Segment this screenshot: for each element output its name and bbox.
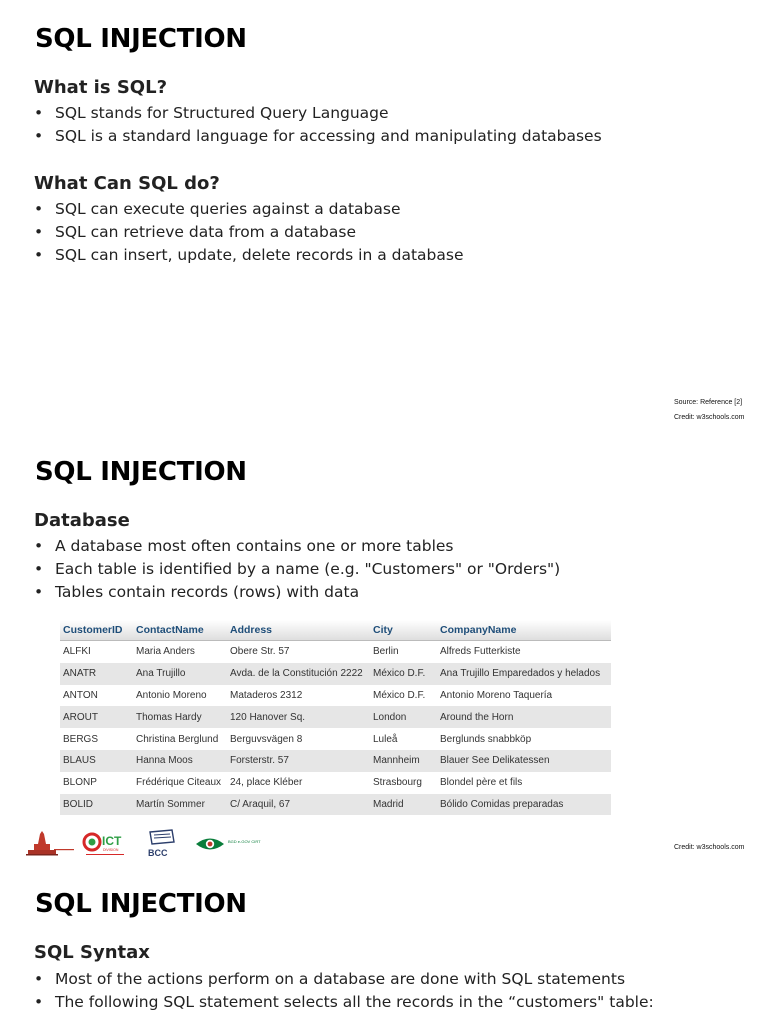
table-cell: México D.F. bbox=[370, 685, 437, 707]
table-row bbox=[60, 706, 611, 728]
column-header: City bbox=[370, 620, 437, 641]
table-cell: Christina Berglund bbox=[133, 728, 227, 750]
table-cell: ANATR bbox=[60, 663, 133, 685]
bullet-list-what-can-sql-do bbox=[34, 198, 464, 267]
section-heading-what-can-sql-do: What Can SQL do? bbox=[34, 173, 220, 194]
slide-database bbox=[0, 432, 768, 864]
bullet-item: • Most of the actions perform on a database are done with SQL statements bbox=[34, 968, 654, 991]
table-cell: Blauer See Delikatessen bbox=[437, 750, 611, 772]
table-row bbox=[60, 772, 611, 794]
credit-note: Credit: w3schools.com bbox=[674, 414, 745, 421]
customers-table-container bbox=[60, 620, 611, 815]
table-cell: Berlin bbox=[370, 641, 437, 663]
table-row bbox=[60, 794, 611, 816]
table-row bbox=[60, 663, 611, 685]
table-cell: Forsterstr. 57 bbox=[227, 750, 370, 772]
bullet-item: • The following SQL statement selects all the records in the “customers" table: bbox=[34, 991, 654, 1014]
bullet-item: • SQL can retrieve data from a database bbox=[34, 221, 464, 244]
table-cell: Hanna Moos bbox=[133, 750, 227, 772]
table-cell: London bbox=[370, 706, 437, 728]
slide-sql-syntax bbox=[0, 864, 768, 1024]
table-cell: BOLID bbox=[60, 794, 133, 816]
table-row bbox=[60, 728, 611, 750]
table-cell: México D.F. bbox=[370, 663, 437, 685]
table-cell: Berglunds snabbköp bbox=[437, 728, 611, 750]
table-cell: Madrid bbox=[370, 794, 437, 816]
cirt-eye-logo bbox=[194, 834, 284, 854]
bullet-list-database bbox=[34, 535, 560, 604]
table-cell: Frédérique Citeaux bbox=[133, 772, 227, 794]
table-cell: Bólido Comidas preparadas bbox=[437, 794, 611, 816]
bullet-item: • SQL can execute queries against a database bbox=[34, 198, 464, 221]
customers-table bbox=[60, 620, 611, 815]
column-header: Address bbox=[227, 620, 370, 641]
bullet-item: • SQL is a standard language for accessing and manipulating databases bbox=[34, 125, 602, 148]
bullet-list-sql-syntax bbox=[34, 968, 654, 1014]
table-cell: 24, place Kléber bbox=[227, 772, 370, 794]
bcc-logo-text: BCC bbox=[148, 848, 168, 858]
table-row bbox=[60, 641, 611, 663]
table-cell: Ana Trujillo Emparedados y helados bbox=[437, 663, 611, 685]
slide-title: SQL INJECTION bbox=[35, 457, 247, 487]
table-cell: AROUT bbox=[60, 706, 133, 728]
table-cell: Luleå bbox=[370, 728, 437, 750]
column-header: CompanyName bbox=[437, 620, 611, 641]
table-cell: BLONP bbox=[60, 772, 133, 794]
bullet-item: • SQL stands for Structured Query Language bbox=[34, 102, 602, 125]
table-cell: 120 Hanover Sq. bbox=[227, 706, 370, 728]
bullet-list-what-is-sql bbox=[34, 102, 602, 148]
table-cell: Berguvsvägen 8 bbox=[227, 728, 370, 750]
credit-note: Credit: w3schools.com bbox=[674, 844, 745, 851]
slide-what-is-sql bbox=[0, 0, 768, 432]
bullet-item: • Each table is identified by a name (e.g. "Customers" or "Orders") bbox=[34, 558, 560, 581]
cirt-logo-text: BGD e-GOV CIRT bbox=[228, 839, 261, 844]
table-cell: BERGS bbox=[60, 728, 133, 750]
source-note: Source: Reference [2] bbox=[674, 399, 743, 406]
table-cell: Around the Horn bbox=[437, 706, 611, 728]
ict-logo-text: ICT bbox=[102, 834, 122, 848]
table-cell: Mannheim bbox=[370, 750, 437, 772]
bullet-item: • A database most often contains one or more tables bbox=[34, 535, 560, 558]
logo-strip bbox=[24, 828, 284, 860]
table-header-row bbox=[60, 620, 611, 641]
table-cell: ANTON bbox=[60, 685, 133, 707]
table-cell: BLAUS bbox=[60, 750, 133, 772]
table-cell: Avda. de la Constitución 2222 bbox=[227, 663, 370, 685]
table-cell: Martín Sommer bbox=[133, 794, 227, 816]
table-cell: Ana Trujillo bbox=[133, 663, 227, 685]
column-header: ContactName bbox=[133, 620, 227, 641]
bcc-logo bbox=[144, 828, 180, 858]
table-cell: Obere Str. 57 bbox=[227, 641, 370, 663]
ict-division-logo bbox=[82, 828, 128, 858]
table-cell: Maria Anders bbox=[133, 641, 227, 663]
table-row bbox=[60, 750, 611, 772]
table-cell: Antonio Moreno bbox=[133, 685, 227, 707]
slide-title: SQL INJECTION bbox=[35, 889, 247, 919]
section-heading-sql-syntax: SQL Syntax bbox=[34, 942, 150, 963]
table-row bbox=[60, 685, 611, 707]
section-heading-what-is-sql: What is SQL? bbox=[34, 77, 168, 98]
ict-logo-subtext: DIVISION bbox=[103, 848, 119, 852]
slide-title: SQL INJECTION bbox=[35, 24, 247, 54]
table-cell: Thomas Hardy bbox=[133, 706, 227, 728]
table-cell: Blondel père et fils bbox=[437, 772, 611, 794]
govt-building-logo bbox=[24, 830, 76, 858]
table-cell: Mataderos 2312 bbox=[227, 685, 370, 707]
bullet-item: • Tables contain records (rows) with data bbox=[34, 581, 560, 604]
section-heading-database: Database bbox=[34, 510, 130, 531]
column-header: CustomerID bbox=[60, 620, 133, 641]
table-cell: C/ Araquil, 67 bbox=[227, 794, 370, 816]
table-cell: ALFKI bbox=[60, 641, 133, 663]
table-cell: Antonio Moreno Taquería bbox=[437, 685, 611, 707]
bullet-item: • SQL can insert, update, delete records in a database bbox=[34, 244, 464, 267]
table-cell: Alfreds Futterkiste bbox=[437, 641, 611, 663]
table-cell: Strasbourg bbox=[370, 772, 437, 794]
